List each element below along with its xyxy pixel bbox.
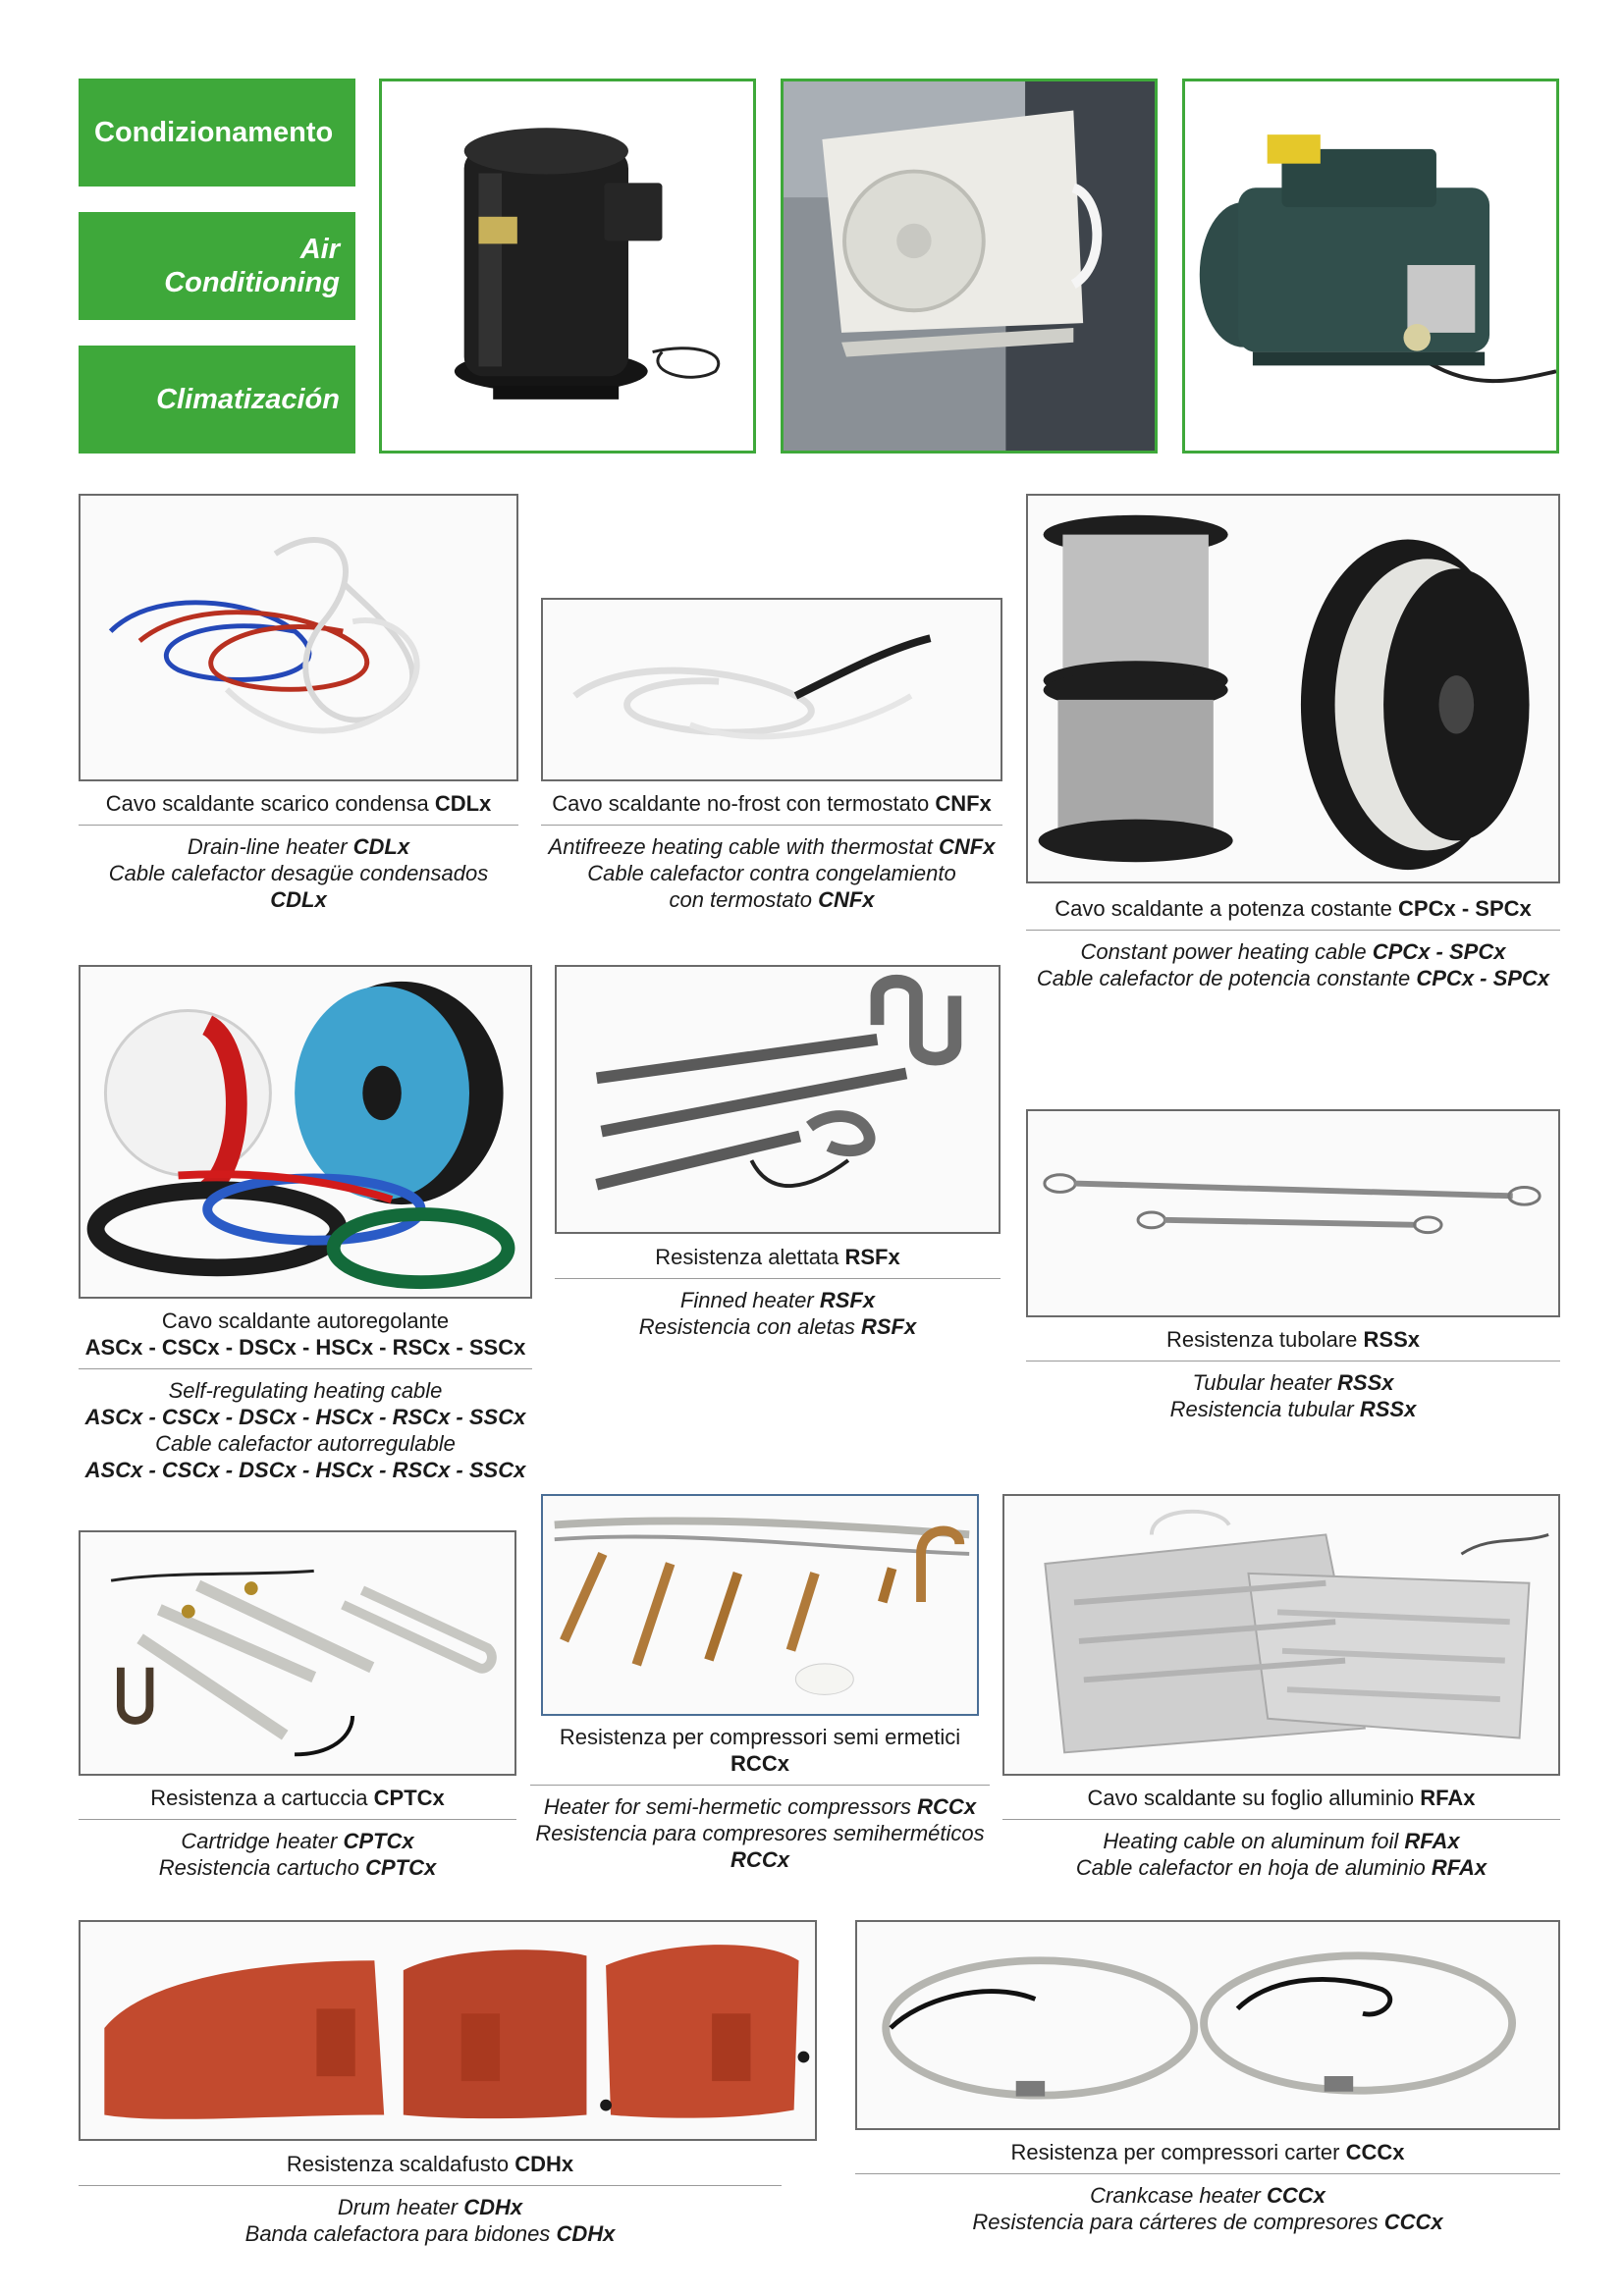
cnfx-photo	[541, 598, 1002, 781]
tag-air-line2: Conditioning	[164, 267, 340, 298]
cnfx-title: Cavo scaldante no-frost con termostato	[552, 791, 930, 816]
rfax-es-line	[1002, 1854, 1560, 1881]
cdlx-es: Cable calefactor desagüe condensados	[108, 861, 489, 885]
cccx-title-line	[855, 2139, 1560, 2174]
cccx-title: Resistenza per compressori carter	[1010, 2140, 1340, 2164]
cptcx-en-code: CPTCx	[343, 1829, 414, 1853]
cpcx-es: Cable calefactor de potencia constante	[1036, 966, 1411, 990]
cccx-en-line	[855, 2182, 1560, 2209]
cpcx-es-line	[1026, 965, 1560, 991]
cnfx-code: CNFx	[935, 791, 992, 816]
rsfx-caption	[555, 1244, 1001, 1340]
rfax-caption	[1002, 1785, 1560, 1881]
rssx-en-code: RSSx	[1337, 1370, 1394, 1395]
cptcx-code: CPTCx	[373, 1786, 445, 1810]
cptcx-es: Resistencia cartucho	[158, 1855, 359, 1880]
cdlx-en-line	[79, 833, 518, 860]
cccx-photo	[855, 1920, 1560, 2130]
cpcx-title: Cavo scaldante a potenza costante	[1055, 896, 1392, 921]
cdhx-en-line	[79, 2194, 782, 2220]
cnfx-es-line2-wrap	[541, 886, 1002, 913]
cptcx-title: Resistenza a cartuccia	[150, 1786, 374, 1810]
rfax-title-line	[1002, 1785, 1560, 1820]
rfax-photo	[1002, 1494, 1560, 1776]
self-regulating-photo	[79, 965, 532, 1299]
rccx-caption	[530, 1724, 990, 1873]
cpcx-es-code: CPCx - SPCx	[1416, 966, 1550, 990]
cdlx-en: Drain-line heater	[187, 834, 348, 859]
tag-condizionamento-text: Condizionamento	[94, 117, 334, 148]
tag-air-line1: Air	[299, 234, 340, 265]
rccx-en-code: RCCx	[917, 1794, 977, 1819]
self-reg-code: ASCx - CSCx - DSCx - HSCx - RSCx - SSCx	[84, 1335, 526, 1360]
cptcx-es-line	[79, 1854, 516, 1881]
cdlx-title: Cavo scaldante scarico condensa	[105, 791, 429, 816]
cpcx-code: CPCx - SPCx	[1398, 896, 1532, 921]
rfax-en: Heating cable on aluminum foil	[1103, 1829, 1399, 1853]
cccx-code: CCCx	[1345, 2140, 1405, 2164]
rfax-title: Cavo scaldante su foglio alluminio	[1087, 1786, 1415, 1810]
cdhx-es: Banda calefactora para bidones	[244, 2221, 551, 2246]
tag-climatizacion	[79, 346, 355, 454]
cdhx-title: Resistenza scaldafusto	[286, 2152, 510, 2176]
rssx-code: RSSx	[1363, 1327, 1421, 1352]
rccx-es: Resistencia para compresores semiherméticos	[535, 1821, 985, 1845]
rccx-photo	[541, 1494, 979, 1716]
cpcx-en-code: CPCx - SPCx	[1372, 939, 1506, 964]
cdhx-caption	[79, 2151, 782, 2247]
rsfx-code: RSFx	[844, 1245, 900, 1269]
cpcx-caption	[1026, 895, 1560, 991]
cnfx-es-line2: con termostato	[669, 887, 812, 912]
rsfx-es: Resistencia con aletas	[638, 1314, 855, 1339]
cpcx-en-line	[1026, 938, 1560, 965]
rccx-es-code: RCCx	[730, 1847, 789, 1872]
cccx-en-code: CCCx	[1266, 2183, 1325, 2208]
cdlx-en-code: CDLx	[352, 834, 410, 859]
cdhx-title-line	[79, 2151, 782, 2186]
semi-hermetic-compressor-photo	[1182, 79, 1559, 454]
cdlx-code: CDLx	[434, 791, 492, 816]
cptcx-photo	[79, 1530, 516, 1776]
cccx-es: Resistencia para cárteres de compresores	[972, 2210, 1379, 2234]
rssx-es-line	[1026, 1396, 1560, 1422]
rsfx-en-line	[555, 1287, 1001, 1313]
cdhx-es-line	[79, 2220, 782, 2247]
cdlx-caption	[79, 790, 518, 913]
rssx-photo	[1026, 1109, 1560, 1317]
tag-air-conditioning	[79, 212, 355, 320]
self-reg-es-code: ASCx - CSCx - DSCx - HSCx - RSCx - SSCx	[84, 1458, 526, 1482]
cptcx-caption	[79, 1785, 516, 1881]
tag-condizionamento	[79, 79, 355, 187]
self-reg-es: Cable calefactor autorregulable	[155, 1431, 456, 1456]
cptcx-en-line	[79, 1828, 516, 1854]
cnfx-caption	[541, 790, 1002, 913]
rssx-title-line	[1026, 1326, 1560, 1362]
rccx-code: RCCx	[730, 1751, 789, 1776]
rsfx-title-line	[555, 1244, 1001, 1279]
rsfx-es-line	[555, 1313, 1001, 1340]
self-reg-title-block	[79, 1308, 532, 1369]
cptcx-en: Cartridge heater	[181, 1829, 338, 1853]
cnfx-en-code: CNFx	[939, 834, 996, 859]
rfax-en-line	[1002, 1828, 1560, 1854]
self-reg-en-code: ASCx - CSCx - DSCx - HSCx - RSCx - SSCx	[84, 1405, 526, 1429]
rccx-title-line	[530, 1724, 990, 1786]
rsfx-es-code: RSFx	[861, 1314, 917, 1339]
cptcx-title-line	[79, 1785, 516, 1820]
cdlx-title-line	[79, 790, 518, 826]
rccx-en: Heater for semi-hermetic compressors	[543, 1794, 912, 1819]
self-reg-en: Self-regulating heating cable	[168, 1378, 443, 1403]
rfax-en-code: RFAx	[1404, 1829, 1460, 1853]
cnfx-en: Antifreeze heating cable with thermostat	[548, 834, 933, 859]
cnfx-es-code: CNFx	[818, 887, 875, 912]
rssx-en: Tubular heater	[1192, 1370, 1331, 1395]
cdhx-en-code: CDHx	[463, 2195, 523, 2219]
rsfx-en-code: RSFx	[819, 1288, 876, 1312]
cdhx-en: Drum heater	[337, 2195, 459, 2219]
rsfx-title: Resistenza alettata	[655, 1245, 839, 1269]
cdlx-es-line	[79, 860, 518, 913]
cdlx-es-code: CDLx	[270, 887, 327, 912]
cpcx-title-line	[1026, 895, 1560, 931]
rssx-es-code: RSSx	[1359, 1397, 1417, 1421]
rfax-es: Cable calefactor en hoja de aluminio	[1075, 1855, 1426, 1880]
rssx-caption	[1026, 1326, 1560, 1422]
cdhx-es-code: CDHx	[556, 2221, 616, 2246]
cnfx-title-line	[541, 790, 1002, 826]
rssx-title: Resistenza tubolare	[1165, 1327, 1358, 1352]
cccx-es-line	[855, 2209, 1560, 2235]
cnfx-en-line	[541, 833, 1002, 860]
cdlx-photo	[79, 494, 518, 781]
cpcx-photo	[1026, 494, 1560, 883]
self-regulating-caption	[79, 1308, 532, 1483]
tag-climatizacion-text: Climatización	[156, 384, 340, 415]
rccx-title: Resistenza per compressori semi ermetici	[559, 1725, 961, 1749]
air-conditioner-unit-photo	[781, 79, 1158, 454]
cptcx-es-code: CPTCx	[365, 1855, 437, 1880]
rssx-es: Resistencia tubular	[1169, 1397, 1354, 1421]
cccx-es-code: CCCx	[1383, 2210, 1443, 2234]
rsfx-photo	[555, 965, 1001, 1234]
rsfx-en: Finned heater	[679, 1288, 814, 1312]
rccx-en-line	[530, 1793, 990, 1820]
cccx-caption	[855, 2139, 1560, 2235]
cdhx-code: CDHx	[514, 2152, 574, 2176]
cpcx-en: Constant power heating cable	[1080, 939, 1367, 964]
scroll-compressor-photo	[379, 79, 756, 454]
cnfx-es-line1: Cable calefactor contra congelamiento	[587, 861, 956, 885]
rssx-en-line	[1026, 1369, 1560, 1396]
self-reg-title: Cavo scaldante autoregolante	[161, 1308, 450, 1333]
cdhx-photo	[79, 1920, 817, 2141]
cccx-en: Crankcase heater	[1090, 2183, 1261, 2208]
rfax-es-code: RFAx	[1431, 1855, 1488, 1880]
rfax-code: RFAx	[1420, 1786, 1476, 1810]
